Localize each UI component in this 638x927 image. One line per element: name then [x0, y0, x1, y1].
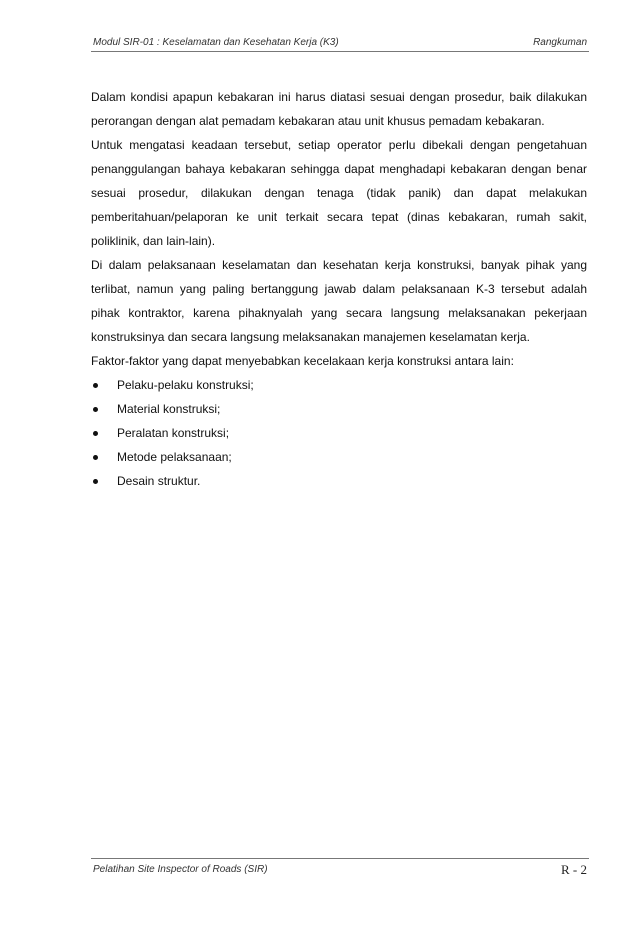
footer-training-title: Pelatihan Site Inspector of Roads (SIR) — [93, 864, 268, 875]
header-module-title: Modul SIR-01 : Keselamatan dan Kesehatan Kerja (K3) — [93, 37, 339, 48]
paragraph: Di dalam pelaksanaan keselamatan dan kesehatan kerja konstruksi, banyak pihak yang terlibat, namun yang paling bertanggung jawab dalam pelaksanaan K-3 tersebut adalah pihak kontraktor, karena pihaknyalah yang secara langsung melaksanakan pekerjaan konstruksinya dan secara langsung melaksanakan manajemen keselamatan kerja. — [91, 258, 587, 344]
bullet-icon — [93, 479, 98, 484]
page-footer — [91, 858, 589, 879]
paragraph: Faktor-faktor yang dapat menyebabkan kecelakaan kerja konstruksi antara lain: — [91, 354, 514, 368]
list-item — [91, 373, 587, 397]
page-header — [91, 37, 589, 52]
header-section-title: Rangkuman — [533, 37, 587, 48]
paragraph: Dalam kondisi apapun kebakaran ini harus diatasi sesuai dengan prosedur, baik dilakukan perorangan dengan alat pemadam kebakaran atau unit khusus pemadam kebakaran. — [91, 90, 587, 128]
bullet-icon — [93, 455, 98, 460]
bullet-list — [91, 373, 587, 493]
page-number: R - 2 — [561, 862, 587, 877]
list-item-text: Desain struktur. — [117, 474, 201, 488]
list-item-text: Pelaku-pelaku konstruksi; — [117, 378, 254, 392]
list-item-text: Metode pelaksanaan; — [117, 450, 232, 464]
list-item-text: Material konstruksi; — [117, 402, 221, 416]
paragraph: Untuk mengatasi keadaan tersebut, setiap operator perlu dibekali dengan pengetahuan penanggulangan bahaya kebakaran sehingga dapat menghadapi kebakaran dengan benar sesuai prosedur, dilakukan dengan tenaga (tidak panik) dan dapat melakukan pemberitahuan/pelaporan ke unit terkait secara tepat (dinas kebakaran, rumah sakit, poliklinik, dan lain-lain). — [91, 138, 587, 248]
list-item — [91, 421, 587, 445]
bullet-icon — [93, 383, 98, 388]
list-item-text: Peralatan konstruksi; — [117, 426, 230, 440]
list-item — [91, 397, 587, 421]
bullet-icon — [93, 431, 98, 436]
page-body — [91, 85, 587, 493]
list-item — [91, 445, 587, 469]
bullet-icon — [93, 407, 98, 412]
list-item — [91, 469, 587, 493]
